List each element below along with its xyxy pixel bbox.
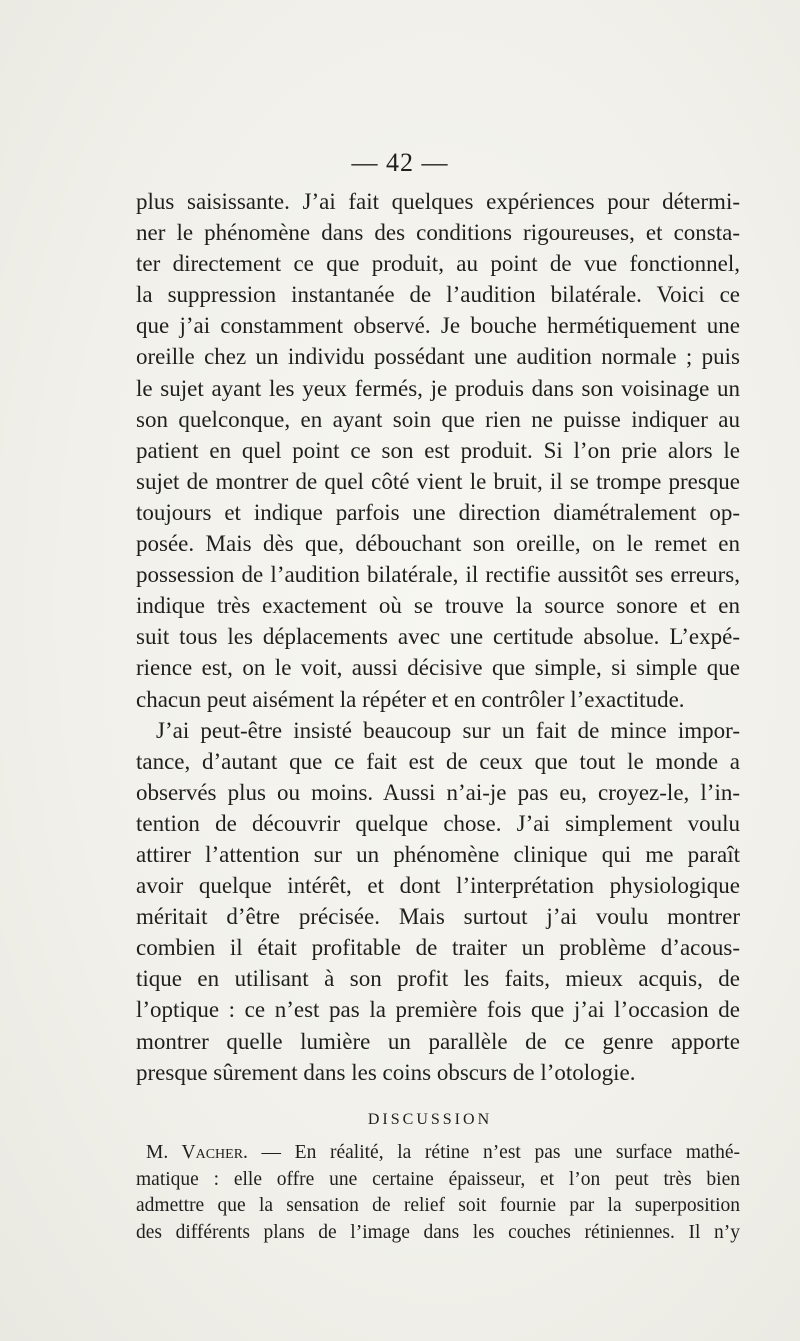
discussion-line: admettre que la sensation de relief soit fournie par la superposition <box>136 1195 740 1216</box>
text-line: sujet de montrer de quel côté vient le bruit, il se trompe presque <box>136 468 740 494</box>
text-line: son quelconque, en ayant soin que rien ne puisse indiquer au <box>136 406 740 432</box>
discussion-first-line <box>136 1140 740 1167</box>
text-line: tique en utilisant à son profit les faits, mieux acquis, de <box>136 966 740 992</box>
text-line: possession de l’audition bilatérale, il rectifie aussitôt ses erreurs, <box>136 562 740 588</box>
text-line: rience est, on le voit, aussi décisive que simple, si simple que <box>136 655 740 681</box>
discussion-text: — En réalité, la rétine n’est pas une surface mathé- <box>247 1142 740 1163</box>
text-line: combien il était profitable de traiter un problème d’acous- <box>136 935 740 961</box>
main-text-block <box>136 186 740 1088</box>
paragraph-end-line: presque sûrement dans les coins obscurs de l’otologie. <box>136 1059 636 1085</box>
text-line: toujours et indique parfois une direction diamétralement op- <box>136 499 740 525</box>
text-line: attirer l’attention sur un phénomène clinique qui me paraît <box>136 841 740 867</box>
text-line: ner le phénomène dans des conditions rigoureuses, et consta- <box>136 220 740 246</box>
text-line: avoir quelque intérêt, et dont l’interprétation physiologique <box>136 873 740 899</box>
text-line: que j’ai constamment observé. Je bouche hermétiquement une <box>136 313 740 339</box>
paragraph-end-line: chacun peut aisément la répéter et en contrôler l’exactitude. <box>136 686 685 712</box>
text-line: observés plus ou moins. Aussi n’ai-je pas eu, croyez-le, l’in- <box>136 779 740 805</box>
section-heading: DISCUSSION <box>367 1111 493 1128</box>
discussion-line: matique : elle offre une certaine épaisseur, et l’on peut très bien <box>136 1168 740 1190</box>
text-line: méritait d’être précisée. Mais surtout j’ai voulu montrer <box>136 904 740 930</box>
text-line: posée. Mais dès que, débouchant son oreille, on le remet en <box>136 531 740 557</box>
discussion-block <box>136 1140 740 1246</box>
text-line: montrer quelle lumière un parallèle de ce genre apporte <box>136 1028 740 1054</box>
paragraph-start-line: J’ai peut-être insisté beaucoup sur un fait de mince impor- <box>156 717 740 743</box>
text-line: ter directement ce que produit, au point de vue fonctionnel, <box>136 251 740 277</box>
page-number: — 42 — <box>351 148 449 177</box>
text-line: suit tous les déplacements avec une certitude absolue. L’expé- <box>136 624 740 650</box>
text-line: tance, d’autant que ce fait est de ceux que tout le monde a <box>136 748 740 774</box>
speaker-name: M. Vacher. <box>146 1142 248 1163</box>
text-line: l’optique : ce n’est pas la première fois que j’ai l’occasion de <box>136 997 740 1023</box>
discussion-line: des différents plans de l’image dans les couches rétiniennes. Il n’y <box>136 1221 740 1243</box>
text-line: indique très exactement où se trouve la source sonore et en <box>136 593 740 619</box>
text-line: la suppression instantanée de l’audition bilatérale. Voici ce <box>136 282 740 308</box>
text-line: plus saisissante. J’ai fait quelques expériences pour détermi- <box>136 189 740 214</box>
text-line: le sujet ayant les yeux fermés, je produis dans son voisinage un <box>136 375 740 401</box>
text-line: patient en quel point ce son est produit. Si l’on prie alors le <box>136 437 740 463</box>
text-line: oreille chez un individu possédant une audition normale ; puis <box>136 344 740 370</box>
text-line: tention de découvrir quelque chose. J’ai simplement voulu <box>136 810 740 836</box>
